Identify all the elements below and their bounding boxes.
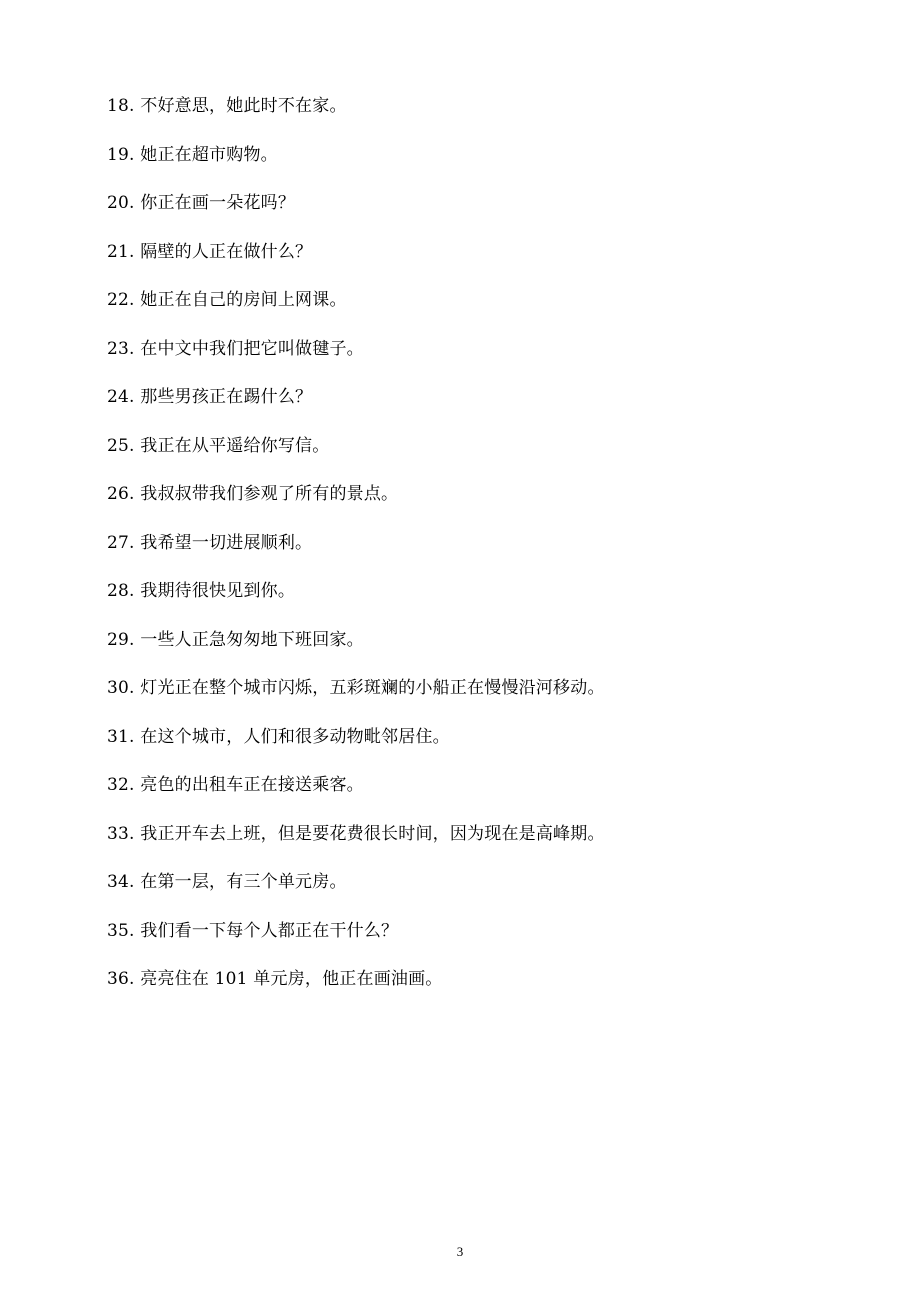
sentence-line: 20. 你正在画一朵花吗？ [107,193,296,213]
sentence-line: 31. 在这个城市，人们和很多动物毗邻居住。 [107,726,450,747]
sentence-line: 18. 不好意思，她此时不在家。 [107,96,347,116]
sentence-line: 35. 我们看一下每个人都正在干什么？ [107,920,399,941]
sentence-line: 28. 我期待很快见到你。 [107,581,296,601]
sentence-line: 23. 在中文中我们把它叫做毽子。 [107,338,364,359]
sentence-line: 29. 一些人正急匆匆地下班回家。 [107,629,364,650]
sentence-line: 19. 她正在超市购物。 [107,144,278,165]
sentence-line: 21. 隔壁的人正在做什么？ [107,241,313,262]
sentence-line: 22. 她正在自己的房间上网课。 [107,290,347,310]
sentence-line: 36. 亮亮住在 101 单元房，他正在画油画。 [107,969,443,989]
page-number: 3 [456,1244,464,1259]
sentence-line: 25. 我正在从平遥给你写信。 [107,435,330,456]
sentence-line: 26. 我叔叔带我们参观了所有的景点。 [107,484,399,504]
sentence-line: 32. 亮色的出租车正在接送乘客。 [107,775,364,795]
sentence-line: 30. 灯光正在整个城市闪烁，五彩斑斓的小船正在慢慢沿河移动。 [107,678,605,698]
sentence-line: 34. 在第一层，有三个单元房。 [107,872,347,892]
sentence-line: 27. 我希望一切进展顺利。 [107,532,313,553]
sentence-line: 24. 那些男孩正在踢什么？ [107,387,313,407]
sentence-line: 33. 我正开车去上班，但是要花费很长时间，因为现在是高峰期。 [107,823,605,844]
sentence-list [107,92,867,1014]
